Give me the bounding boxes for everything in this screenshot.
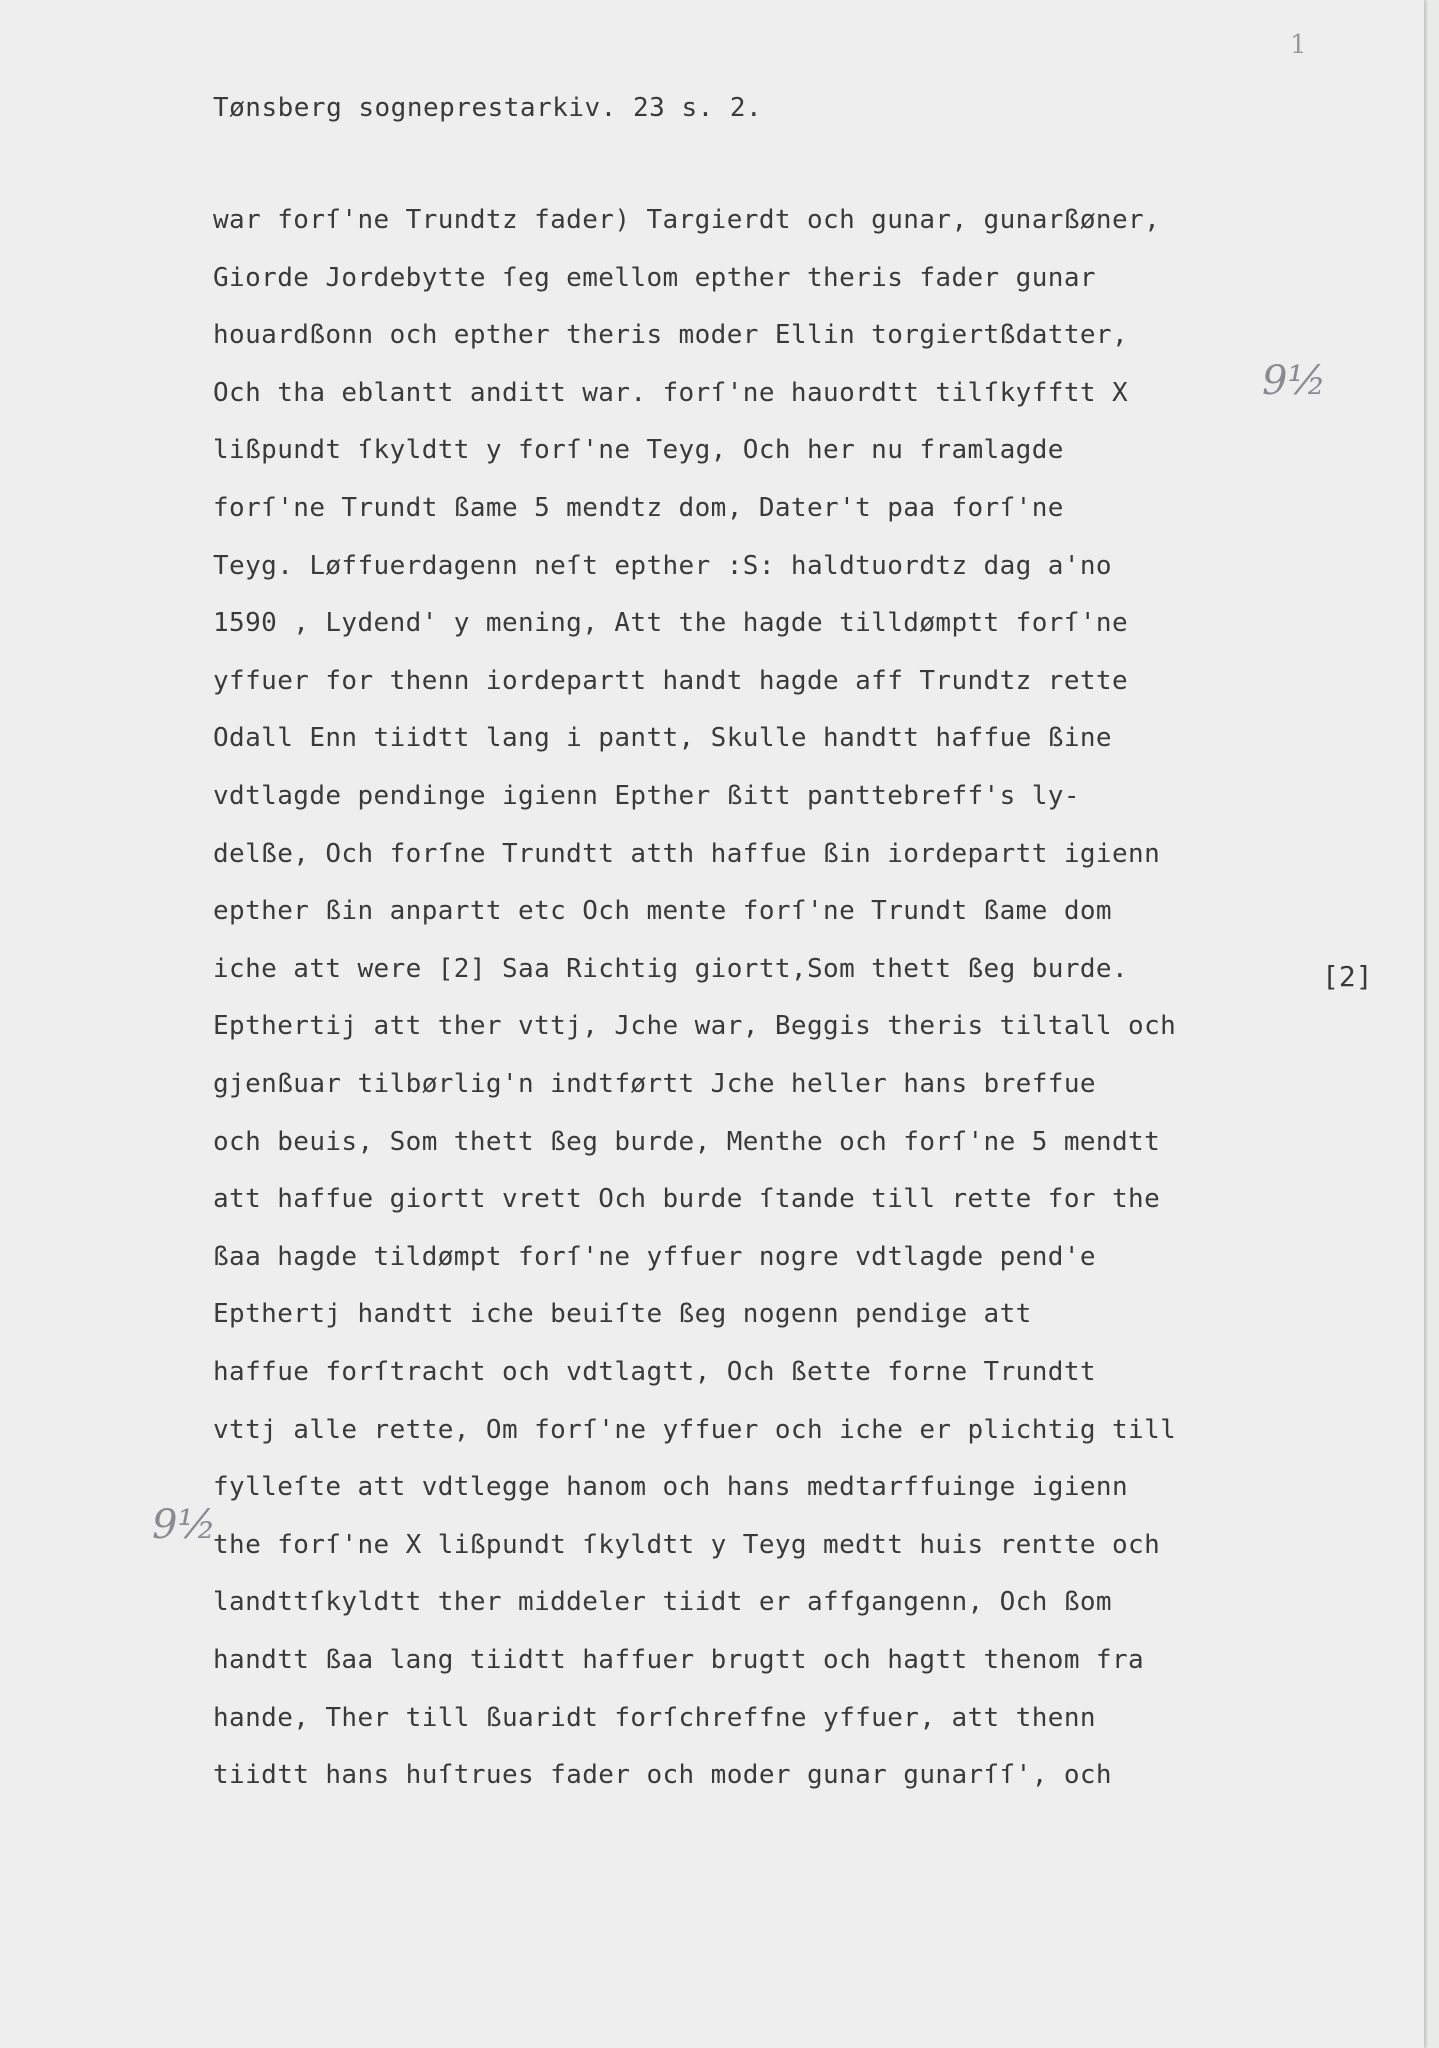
text-line: haffue forſtracht och vdtlagtt, Och ßette forne Trundtt — [213, 1357, 1096, 1387]
text-line: epther ßin anpartt etc Och mente forſ'ne Trundt ßame dom — [213, 896, 1112, 926]
text-line: Odall Enn tiidtt lang i pantt, Skulle handtt haffue ßine — [213, 723, 1112, 753]
text-line: Giorde Jordebytte ſeg emellom epther theris fader gunar — [213, 263, 1096, 293]
text-line: forſ'ne Trundt ßame 5 mendtz dom, Dater't paa forſ'ne — [213, 493, 1064, 523]
pencil-annotation-bottom: 9½ — [152, 1502, 217, 1548]
text-line: Teyg. Løffuerdagenn neſt epther :S: haldtuordtz dag a'no — [213, 551, 1112, 581]
text-line: ßaa hagde tildømpt forſ'ne yffuer nogre vdtlagde pend'e — [213, 1242, 1096, 1272]
text-line: Epthertij att ther vttj, Jche war, Beggis theris tiltall och — [213, 1011, 1177, 1041]
text-line: Och tha eblantt anditt war. forſ'ne hauordtt tilſkyfftt X — [213, 378, 1129, 408]
text-line: delße, Och forſne Trundtt atth haffue ßin iordepartt igienn — [213, 839, 1161, 869]
page-header: Tønsberg sogneprestarkiv. 23 s. 2. — [213, 93, 763, 123]
text-line: houardßonn och epther theris moder Ellin torgiertßdatter, — [213, 320, 1129, 350]
text-line: tiidtt hans huſtrues fader och moder gunar gunarſſ', och — [213, 1760, 1112, 1790]
text-line: lißpundt ſkyldtt y forſ'ne Teyg, Och her nu framlagde — [213, 435, 1064, 465]
text-line: yffuer for thenn iordepartt handt hagde aff Trundtz rette — [213, 666, 1129, 696]
text-line: att haffue giortt vrett Och burde ſtande till rette for the — [213, 1184, 1161, 1214]
text-line: 1590 , Lydend' y mening, Att the hagde tilldømptt forſ'ne — [213, 608, 1129, 638]
text-line: hande, Ther till ßuaridt forſchreffne yffuer, att thenn — [213, 1703, 1096, 1733]
text-line: landttſkyldtt ther middeler tiidt er affgangenn, Och ßom — [213, 1587, 1112, 1617]
text-line: handtt ßaa lang tiidtt haffuer brugtt och hagtt thenom fra — [213, 1645, 1145, 1675]
text-line: och beuis, Som thett ßeg burde, Menthe och forſ'ne 5 mendtt — [213, 1127, 1161, 1157]
text-line: iche att were [2] Saa Richtig giortt,Som thett ßeg burde. — [213, 954, 1129, 984]
text-line: gjenßuar tilbørlig'n indtførtt Jche heller hans breffue — [213, 1069, 1096, 1099]
text-line: vttj alle rette, Om forſ'ne yffuer och iche er plichtig till — [213, 1415, 1177, 1445]
margin-page-reference: [2] — [1322, 960, 1373, 993]
text-line: fylleſte att vdtlegge hanom och hans medtarffuinge igienn — [213, 1472, 1129, 1502]
pencil-annotation-top: 9½ — [1262, 358, 1327, 404]
text-line: Epthertj handtt iche beuiſte ßeg nogenn pendige att — [213, 1299, 1032, 1329]
text-line: vdtlagde pendinge igienn Epther ßitt panttebreff's ly- — [213, 781, 1080, 811]
text-line: the forſ'ne X lißpundt ſkyldtt y Teyg medtt huis rentte och — [213, 1530, 1161, 1560]
corner-page-mark: 1 — [1290, 30, 1307, 60]
text-line: war forſ'ne Trundtz fader) Targierdt och gunar, gunarßøner, — [213, 205, 1161, 235]
